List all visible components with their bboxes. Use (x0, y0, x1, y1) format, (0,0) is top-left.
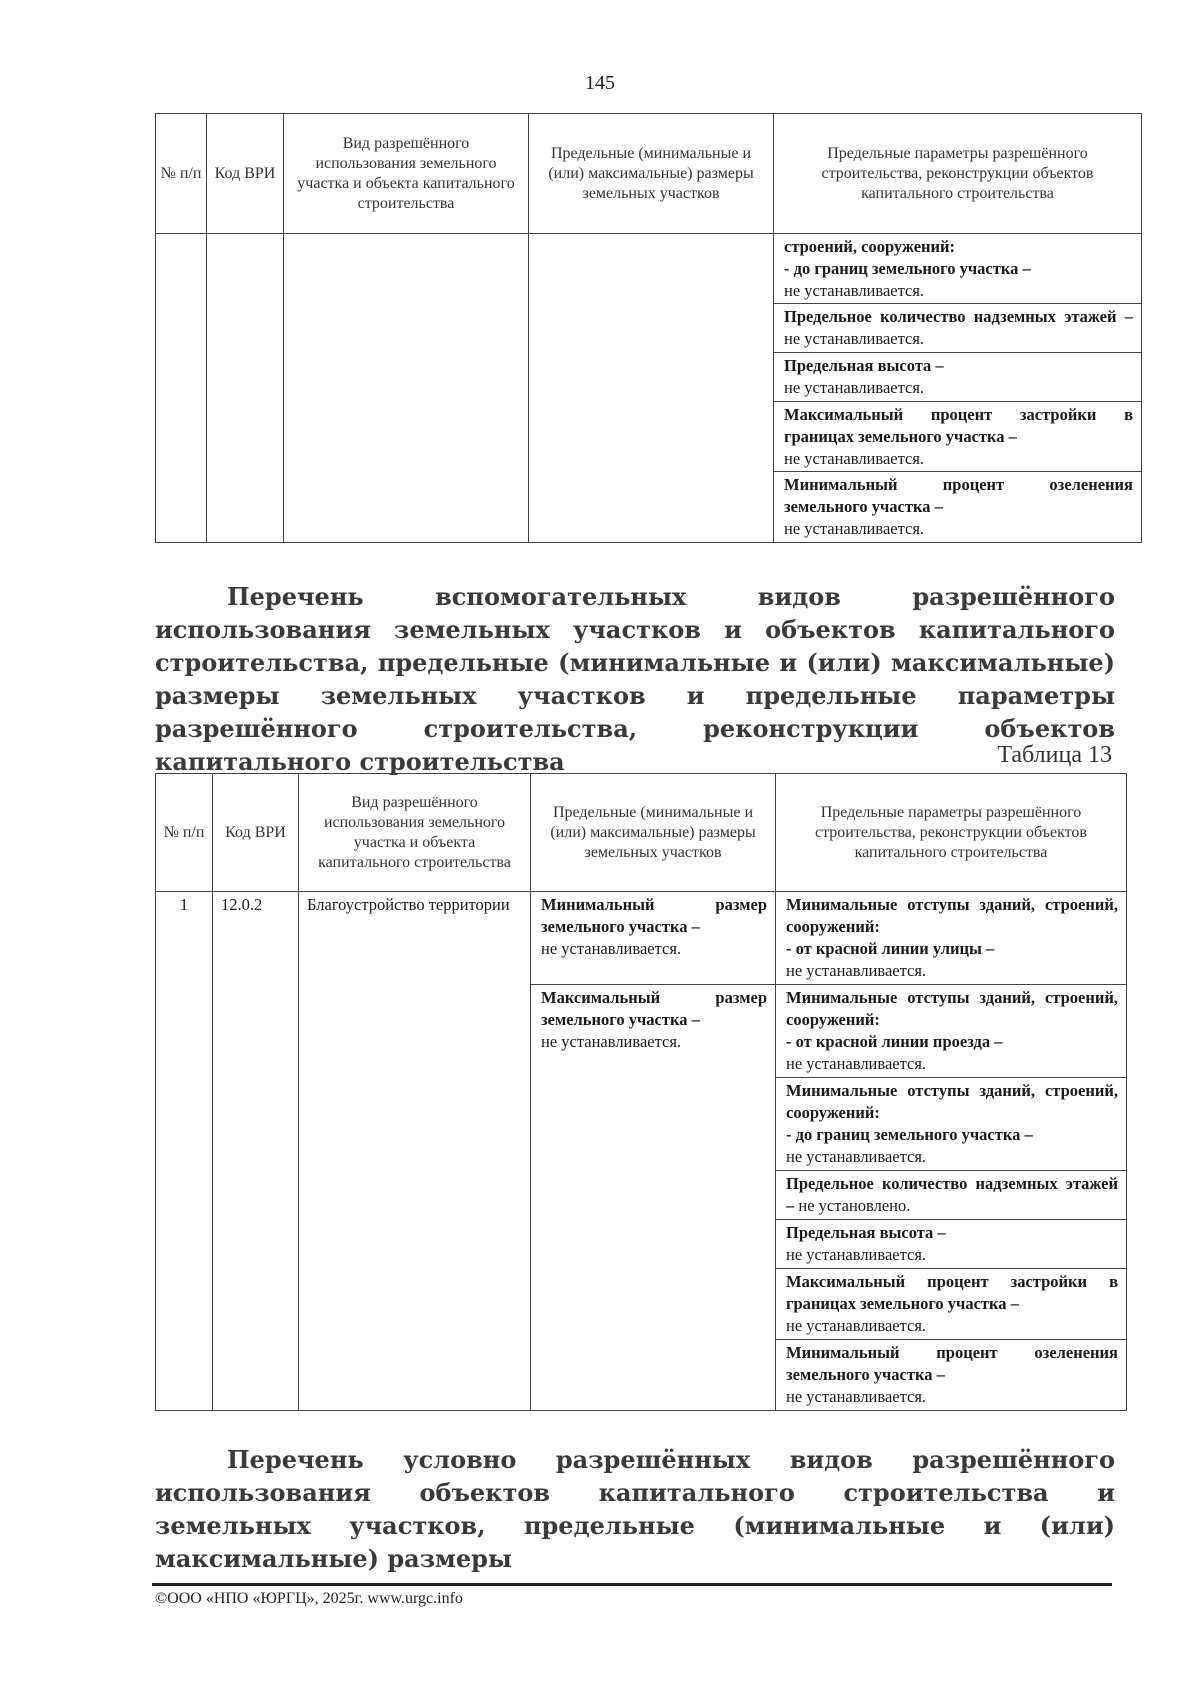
param-rest: не установлено. (794, 1196, 911, 1215)
table-row-use (299, 892, 531, 1411)
param-bold2: - от красной линии улицы – (786, 939, 995, 958)
param-cell (776, 1269, 1126, 1340)
param-cell (776, 1340, 1126, 1410)
footer-divider (152, 1583, 1112, 1586)
permitted-use: Благоустройство территории (307, 895, 510, 914)
param-bold: Минимальный процент озеленения земельного участка – (786, 1343, 1118, 1384)
param-rest: не устанавливается. (784, 329, 925, 348)
param-tail: не устанавливается. (784, 519, 925, 538)
param-bold: Предельная высота – (784, 356, 944, 375)
header-code: Код ВРИ (213, 774, 299, 892)
param-tail: не устанавливается. (786, 1245, 927, 1264)
param-cell (774, 304, 1141, 353)
param-bold2: - до границ земельного участка – (784, 259, 1031, 278)
continuation-table (155, 113, 1142, 543)
param-tail: не устанавливается. (786, 1054, 927, 1073)
table-row-code (213, 892, 299, 1411)
param-tail: не устанавливается. (786, 1387, 927, 1406)
param-bold: Минимальный процент озеленения земельного участка – (784, 475, 1133, 516)
vri-code: 12.0.2 (221, 895, 263, 914)
cell-code-empty (207, 234, 284, 543)
param-bold: Максимальный процент застройки в границах земельного участка – (784, 405, 1133, 446)
param-bold: Предельное количество надземных этажей – (786, 1174, 1118, 1215)
param-bold: Минимальные отступы зданий, строений, сооружений: (786, 988, 1118, 1029)
param-bold: строений, сооружений: (784, 237, 956, 256)
header-params: Предельные параметры разрешённого строительства, реконструкции объектов капитального строительства (774, 114, 1142, 234)
params-list (774, 234, 1141, 542)
cell-sizes-empty (529, 234, 774, 543)
header-use: Вид разрешённого использования земельного участка и объекта капитального строительства (299, 774, 531, 892)
param-cell (774, 472, 1141, 542)
param-cell (531, 892, 775, 985)
params-list (776, 892, 1126, 1410)
param-tail: не устанавливается. (541, 939, 682, 958)
table-row-sizes (531, 892, 776, 1411)
cell-use-empty (284, 234, 529, 543)
param-tail: не устанавливается. (786, 1147, 927, 1166)
param-cell (774, 353, 1141, 402)
section-heading-auxiliary: Перечень вспомогательных видов разрешённого использования земельных участков и объектов капитального строительства, предельные (минимальные и (или) максимальные) размеры земельных участков и предельные параметры разрешённого строительства, реконструкции объектов капитального строительства (155, 582, 1115, 776)
param-bold: Предельное количество надземных этажей – (784, 307, 1133, 326)
header-sizes: Предельные (минимальные и (или) максимальные) размеры земельных участков (531, 774, 776, 892)
param-cell (776, 892, 1126, 985)
header-use: Вид разрешённого использования земельного участка и объекта капитального строительства (284, 114, 529, 234)
param-bold: Минимальные отступы зданий, строений, сооружений: (786, 1081, 1118, 1122)
header-num: № п/п (156, 774, 213, 892)
param-bold: Предельная высота – (786, 1223, 946, 1242)
param-cell (776, 1171, 1126, 1220)
page-number: 145 (585, 72, 615, 94)
sizes-list (531, 892, 775, 1389)
section-heading-conditional: Перечень условно разрешённых видов разрешённого использования объектов капитального строительства и земельных участков, предельные (минимальные и (или) максимальные) размеры (155, 1445, 1115, 1573)
header-num: № п/п (156, 114, 207, 234)
header-params: Предельные параметры разрешённого строительства, реконструкции объектов капитального строительства (776, 774, 1127, 892)
footer-copyright: ©ООО «НПО «ЮРГЦ», 2025г. www.urgc.info (155, 1590, 463, 1607)
table-row-num (156, 892, 213, 1411)
param-bold2: - до границ земельного участка – (786, 1125, 1033, 1144)
cell-num-empty (156, 234, 207, 543)
param-tail: не устанавливается. (786, 1316, 927, 1335)
param-cell (776, 1220, 1126, 1269)
param-tail: не устанавливается. (784, 449, 925, 468)
table-caption: Таблица 13 (997, 742, 1112, 768)
cell-params (774, 234, 1142, 543)
param-tail: не устанавливается. (784, 281, 925, 300)
param-bold: Максимальный размер земельного участка – (541, 988, 767, 1029)
table-row-params (776, 892, 1127, 1411)
param-tail: не устанавливается. (541, 1032, 682, 1051)
header-sizes: Предельные (минимальные и (или) максимальные) размеры земельных участков (529, 114, 774, 234)
param-cell (776, 985, 1126, 1078)
param-cell (531, 985, 775, 1389)
param-bold: Минимальные отступы зданий, строений, сооружений: (786, 895, 1118, 936)
param-cell (774, 402, 1141, 472)
param-cell (774, 234, 1141, 304)
param-cell (776, 1078, 1126, 1171)
header-code: Код ВРИ (207, 114, 284, 234)
param-bold: Максимальный процент застройки в границах земельного участка – (786, 1272, 1118, 1313)
param-tail: не устанавливается. (784, 378, 925, 397)
param-bold: Минимальный размер земельного участка – (541, 895, 767, 936)
param-bold2: - от красной линии проезда – (786, 1032, 1003, 1051)
row-number: 1 (179, 895, 189, 914)
table-13 (155, 773, 1127, 1411)
param-tail: не устанавливается. (786, 961, 927, 980)
